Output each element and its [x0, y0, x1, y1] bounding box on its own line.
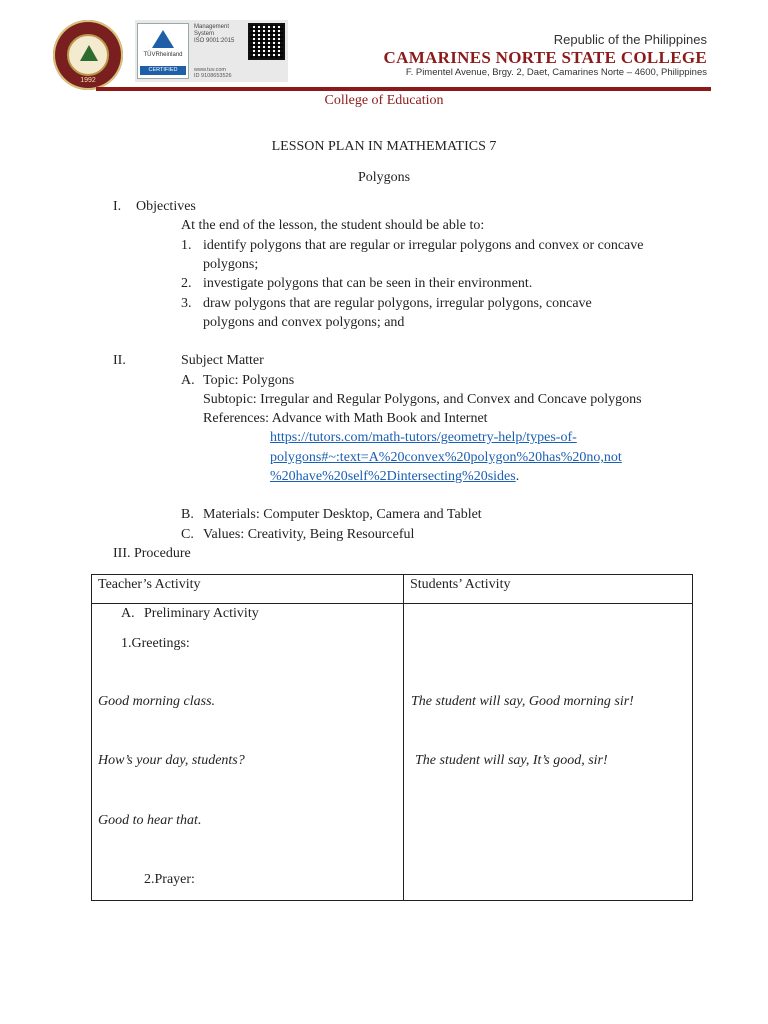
teacher-line: Good morning class.: [98, 694, 216, 709]
institution-name: CAMARINES NORTE STATE COLLEGE: [383, 48, 707, 67]
greetings-label: 1.Greetings:: [121, 636, 190, 651]
section-title: Preliminary Activity: [144, 606, 259, 621]
objective-item-continued: polygons and convex polygons; and: [203, 315, 405, 330]
certification-url-text: www.tuv.com ID 9108653526: [194, 67, 232, 79]
objective-item-continued: polygons;: [203, 257, 259, 272]
teacher-activity-header: Teacher’s Activity: [92, 575, 404, 604]
reference-link-period: .: [515, 469, 520, 484]
section-letter: A.: [121, 606, 135, 621]
objectives-heading: Objectives: [136, 199, 196, 214]
procedure-table: [91, 574, 693, 901]
subject-matter-number: II.: [113, 353, 126, 368]
header-divider: [96, 87, 711, 91]
prayer-label: 2.Prayer:: [144, 872, 195, 887]
materials-text: Materials: Computer Desktop, Camera and Tablet: [203, 507, 482, 522]
tuv-brand: TÜVRheinland: [143, 52, 183, 58]
tuv-logo: [137, 23, 189, 79]
reference-link-end[interactable]: %20have%20self%2Dintersecting%20sides: [270, 469, 516, 484]
objective-number: 1.: [181, 238, 192, 253]
objectives-number: I.: [113, 199, 122, 214]
reference-link[interactable]: https://tutors.com/math-tutors/geometry-help/types-of-: [270, 430, 577, 445]
lesson-title: LESSON PLAN IN MATHEMATICS 7: [271, 139, 497, 154]
seal-year: 1992: [80, 77, 96, 84]
department-name: College of Education: [324, 93, 444, 108]
teacher-line: Good to hear that.: [98, 813, 202, 828]
table-header-row: [92, 575, 693, 604]
tuv-triangle-icon: [152, 30, 174, 48]
students-activity-header: Students’ Activity: [404, 575, 693, 604]
table-row: [92, 604, 693, 901]
lesson-subject: Polygons: [357, 170, 411, 185]
student-line: The student will say, It’s good, sir!: [415, 753, 608, 768]
objective-number: 2.: [181, 276, 192, 291]
students-activity-cell: [404, 604, 693, 901]
topic-text: Topic: Polygons: [203, 373, 295, 388]
values-letter: C.: [181, 527, 194, 542]
reference-link-last-line: [270, 469, 519, 485]
student-line: The student will say, Good morning sir!: [411, 694, 634, 709]
seal-mountain-icon: [80, 45, 98, 61]
seal-emblem-icon: [67, 34, 109, 76]
objective-item: draw polygons that are regular polygons, irregular polygons, concave: [203, 296, 592, 311]
procedure-heading: III. Procedure: [113, 546, 191, 561]
teacher-activity-cell: [92, 604, 404, 901]
qr-code-icon: [248, 23, 285, 60]
college-seal-logo: [53, 20, 123, 90]
tuv-certified-badge: CERTIFIED: [140, 66, 186, 75]
subject-matter-heading: Subject Matter: [181, 353, 264, 368]
reference-link-continued[interactable]: polygons#~:text=A%20convex%20polygon%20has%20no,not: [270, 450, 622, 465]
teacher-line: How’s your day, students?: [98, 753, 245, 768]
certification-system-text: Management System ISO 9001:2015: [194, 24, 235, 44]
values-text: Values: Creativity, Being Resourceful: [203, 527, 415, 542]
subtopic-text: Subtopic: Irregular and Regular Polygons, and Convex and Concave polygons: [203, 392, 642, 407]
materials-letter: B.: [181, 507, 194, 522]
objective-number: 3.: [181, 296, 192, 311]
objective-item: investigate polygons that can be seen in their environment.: [203, 276, 533, 291]
country-label: Republic of the Philippines: [553, 32, 707, 47]
institution-address: F. Pimentel Avenue, Brgy. 2, Daet, Camarines Norte – 4600, Philippines: [405, 67, 707, 78]
objective-item: identify polygons that are regular or irregular polygons and convex or concave: [203, 238, 644, 253]
topic-letter: A.: [181, 373, 195, 388]
references-text: References: Advance with Math Book and Internet: [203, 411, 488, 426]
objectives-intro: At the end of the lesson, the student should be able to:: [181, 218, 485, 233]
